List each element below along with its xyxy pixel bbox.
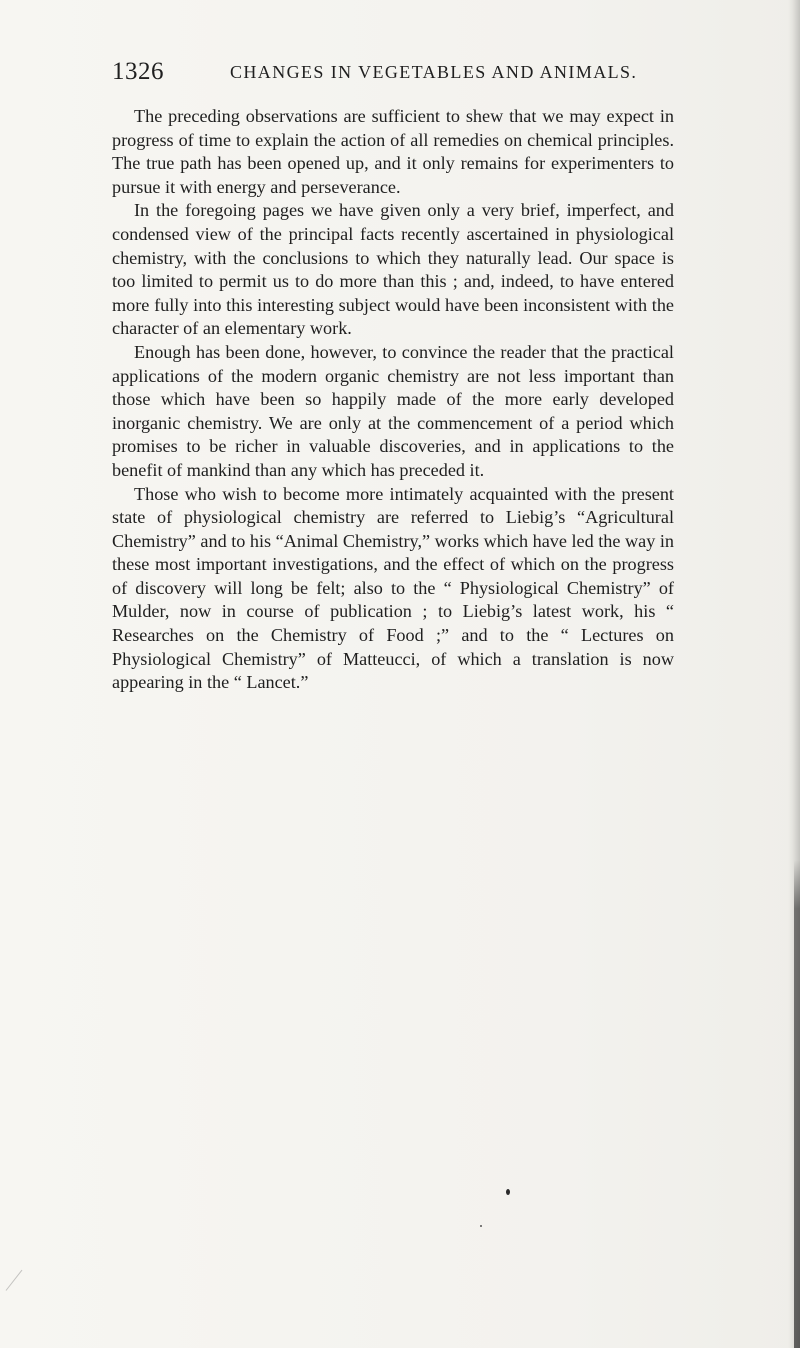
page-header: [112, 58, 672, 94]
paragraph-foregoing-pages: In the foregoing pages we have given only a very brief, imperfect, and condensed view of the principal facts recently ascertained in physiological chemistry, with the conclusions to which they naturally lead. Our space is too limited to permit us to do more than this ; and, indeed, to have entered more fully into this interesting subject would have been inconsistent with the character of an elementary work.: [112, 200, 674, 339]
page-edge-binding: [794, 860, 800, 1348]
ink-speck: [506, 1189, 510, 1195]
paper-mark: [6, 1270, 23, 1291]
running-title: CHANGES IN VEGETABLES AND ANIMALS.: [230, 62, 638, 82]
body-text: [112, 105, 674, 695]
paragraph-remedies: The preceding observations are sufficient to shew that we may expect in progress of time to explain the action of all remedies on chemical principles. The true path has been opened up, and it only remains for experimenters to pursue it with energy and perseverance.: [112, 106, 674, 197]
ink-speck: [480, 1225, 482, 1227]
paragraph-further-reading: Those who wish to become more intimately acquainted with the present state of physiological chemistry are referred to Liebig’s “Agricultural Chemistry” and to his “Animal Chemistry,” works which have led the way in these most important investigations, and the effect of which on the progress of discovery will long be felt; also to the “ Physiological Chemistry” of Mulder, now in course of publication ; to Liebig’s latest work, his “ Researches on the Chemistry of Food ;” and to the “ Lectures on Physiological Chemistry” of Matteucci, of which a translation is now appearing in the “ Lancet.”: [112, 483, 675, 693]
page-number: 1326: [112, 58, 164, 85]
paragraph-enough-done: Enough has been done, however, to convince the reader that the practical applications of the modern organic chemistry are not less important than those which have been so happily made of the more early developed inorganic chemistry. We are only at the commencement of a period which promises to be richer in valuable discoveries, and in applications to the benefit of mankind than any which has preceded it.: [112, 341, 674, 480]
